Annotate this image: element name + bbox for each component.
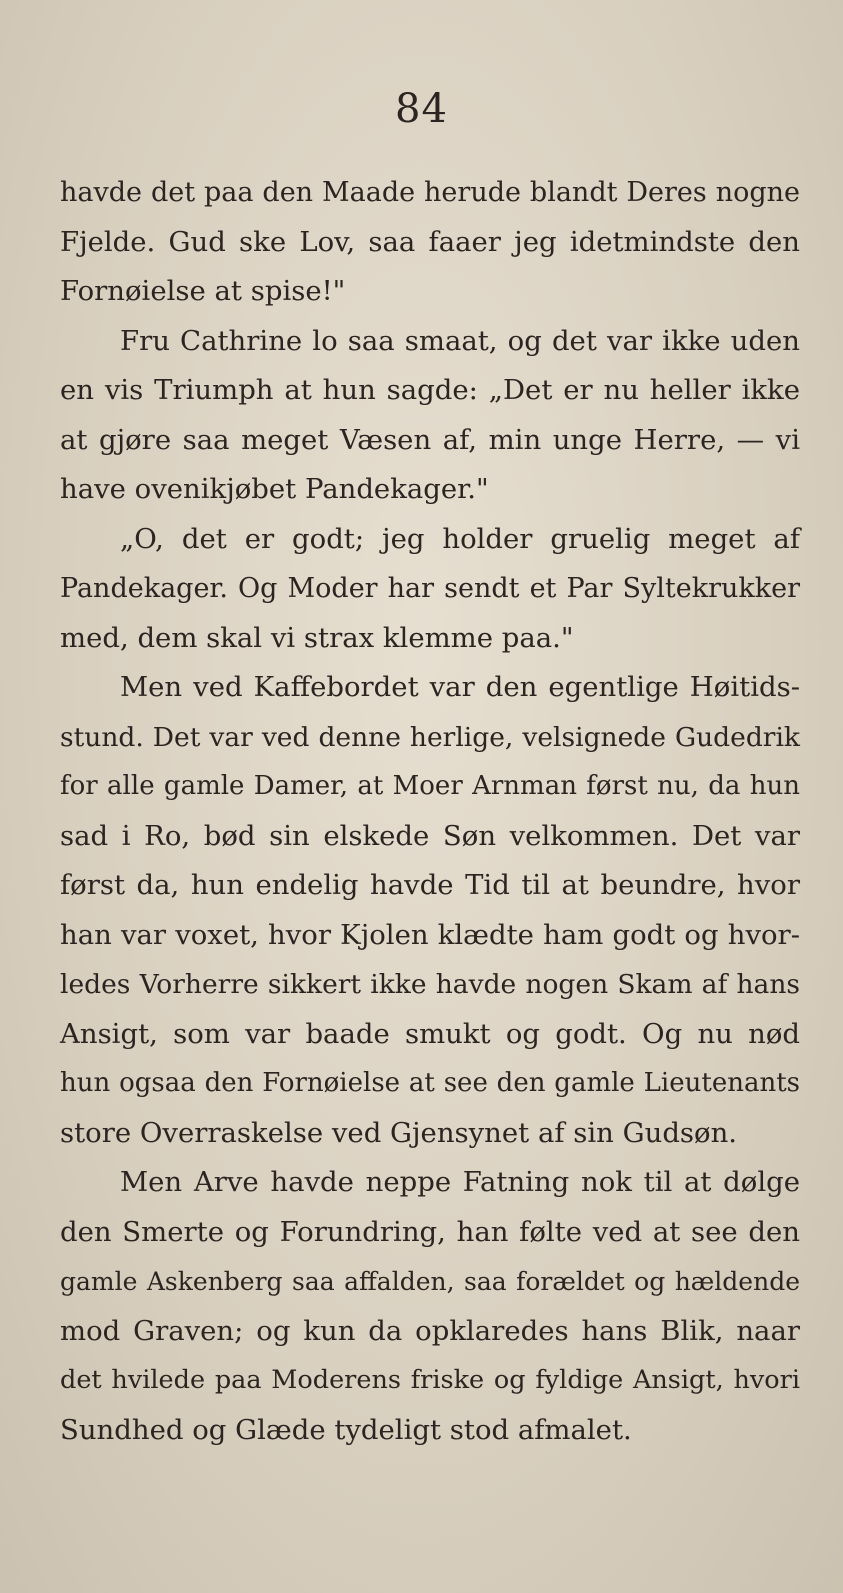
body-text (60, 168, 800, 1455)
text-line: mod Graven; og kun da opklaredes hans Blik, naar (60, 1314, 800, 1347)
text-line: gamle Askenberg saa affalden, saa forældet og hældende (60, 1267, 800, 1296)
text-line: sad i Ro, bød sin elskede Søn velkommen. Det var (60, 819, 800, 852)
text-line: det hvilede paa Moderens friske og fyldige Ansigt, hvori (60, 1365, 800, 1395)
text-line: at gjøre saa meget Væsen af, min unge Herre, — vi (60, 423, 800, 456)
text-line: Fjelde. Gud ske Lov, saa faaer jeg idetmindste den (60, 225, 800, 258)
text-line: for alle gamle Damer, at Moer Arnman først nu, da hun (60, 771, 800, 801)
text-line: stund. Det var ved denne herlige, velsignede Gudedrik (60, 721, 800, 753)
text-line: en vis Triumph at hun sagde: „Det er nu heller ikke (60, 374, 800, 406)
text-line: Sundhed og Glæde tydeligt stod afmalet. (60, 1413, 632, 1446)
text-line: han var voxet, hvor Kjolen klædte ham godt og hvor- (60, 918, 800, 951)
text-line: Fornøielse at spise!" (60, 275, 346, 307)
text-line: Ansigt, som var baade smukt og godt. Og nu nød (60, 1017, 800, 1050)
text-line: først da, hun endelig havde Tid til at beundre, hvor (60, 869, 800, 901)
text-line: med, dem skal vi strax klemme paa." (60, 621, 574, 654)
text-line: Men Arve havde neppe Fatning nok til at dølge (120, 1166, 800, 1198)
text-line: Pandekager. Og Moder har sendt et Par Syltekrukker (60, 573, 800, 604)
text-line: hun ogsaa den Fornøielse at see den gamle Lieutenants (60, 1068, 800, 1098)
text-line: store Overraskelse ved Gjensynet af sin Gudsøn. (60, 1116, 738, 1149)
text-line: den Smerte og Forundring, han følte ved at see den (60, 1215, 800, 1248)
text-line: havde det paa den Maade herude blandt Deres nogne (60, 177, 800, 208)
text-line: „O, det er godt; jeg holder gruelig meget af (120, 522, 800, 555)
text-line: Men ved Kaffebordet var den egentlige Høitids- (120, 671, 800, 703)
text-line: ledes Vorherre sikkert ikke havde nogen Skam af hans (60, 969, 800, 1000)
text-line: Fru Cathrine lo saa smaat, og det var ikke uden (120, 324, 800, 357)
text-line: have ovenikjøbet Pandekager." (60, 473, 489, 505)
page-number: 84 (395, 86, 448, 132)
